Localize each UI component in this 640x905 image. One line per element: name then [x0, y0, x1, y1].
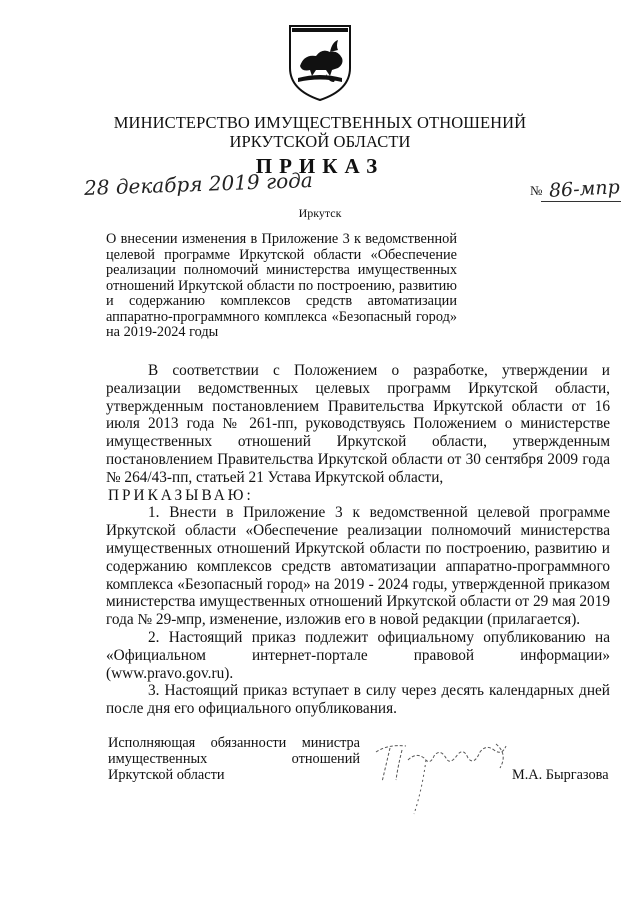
order-body — [106, 362, 610, 718]
order-number — [530, 178, 619, 200]
handwritten-number: 86-мпр — [548, 176, 620, 202]
ministry-name — [0, 113, 640, 151]
order-item: 3. Настоящий приказ вступает в силу через десять календарных дней после дня его официального опубликования. — [106, 682, 610, 718]
order-item: 2. Настоящий приказ подлежит официальному опубликованию на «Официальном интернет-портале правовой информации» (www.pravo.gov.ru). — [106, 628, 610, 682]
document-title: ПРИКАЗ — [255, 154, 385, 178]
ministry-line: ИРКУТСКОЙ ОБЛАСТИ — [229, 132, 411, 151]
handwritten-date: 28 декабря 2019 года — [83, 168, 314, 200]
number-underline — [541, 201, 621, 202]
ministry-line: МИНИСТЕРСТВО ИМУЩЕСТВЕННЫХ ОТНОШЕНИЙ — [113, 113, 527, 132]
position-line: имущественных отношений — [108, 750, 360, 767]
number-sign: № — [530, 183, 543, 198]
city: Иркутск — [298, 206, 342, 220]
handwritten-signature — [368, 730, 518, 830]
order-subject: О внесении изменения в Приложение 3 к ведомственной целевой программе Иркутской области «Обеспечение реализации полномочий министерства имущественных отношений Иркутской области по построению, развитию и содержанию комплексов средств автоматизации аппаратно-программного комплекса «Безопасный город» на 2019-2024 годы — [106, 231, 457, 340]
coat-of-arms-icon — [286, 22, 354, 102]
order-item: 1. Внести в Приложение 3 к ведомственной целевой программе Иркутской области «Обеспечение реализации полномочий министерства имущественных отношений Иркутской области по построению, развитию и содержанию комплексов средств автоматизации аппаратно-программного комплекса «Безопасный город» на 2019 - 2024 годы, утвержденной приказом министерства имущественных отношений Иркутской области от 29 мая 2019 года № 29-мпр, изменение, изложив его в новой редакции (прилагается). — [106, 504, 610, 629]
signatory-name: М.А. Быргазова — [512, 767, 609, 783]
position-line: Исполняющая обязанности министра — [108, 735, 360, 751]
preamble: В соответствии с Положением о разработке, утверждении и реализации ведомственных целевых программ Иркутской области, утвержденным постановлением Правительства Иркутской области от 16 июля 2013 года № 261-пп, руководствуясь Положением о министерстве имущественных отношений Иркутской области, утвержденным постановлением Правительства Иркутской области от 30 сентября 2009 года № 264/43-пп, статьей 21 Устава Иркутской области, — [106, 362, 610, 486]
position-line: Иркутской области — [108, 766, 225, 783]
signatory-position — [108, 736, 360, 783]
order-word: ПРИКАЗЫВАЮ: — [108, 486, 254, 504]
